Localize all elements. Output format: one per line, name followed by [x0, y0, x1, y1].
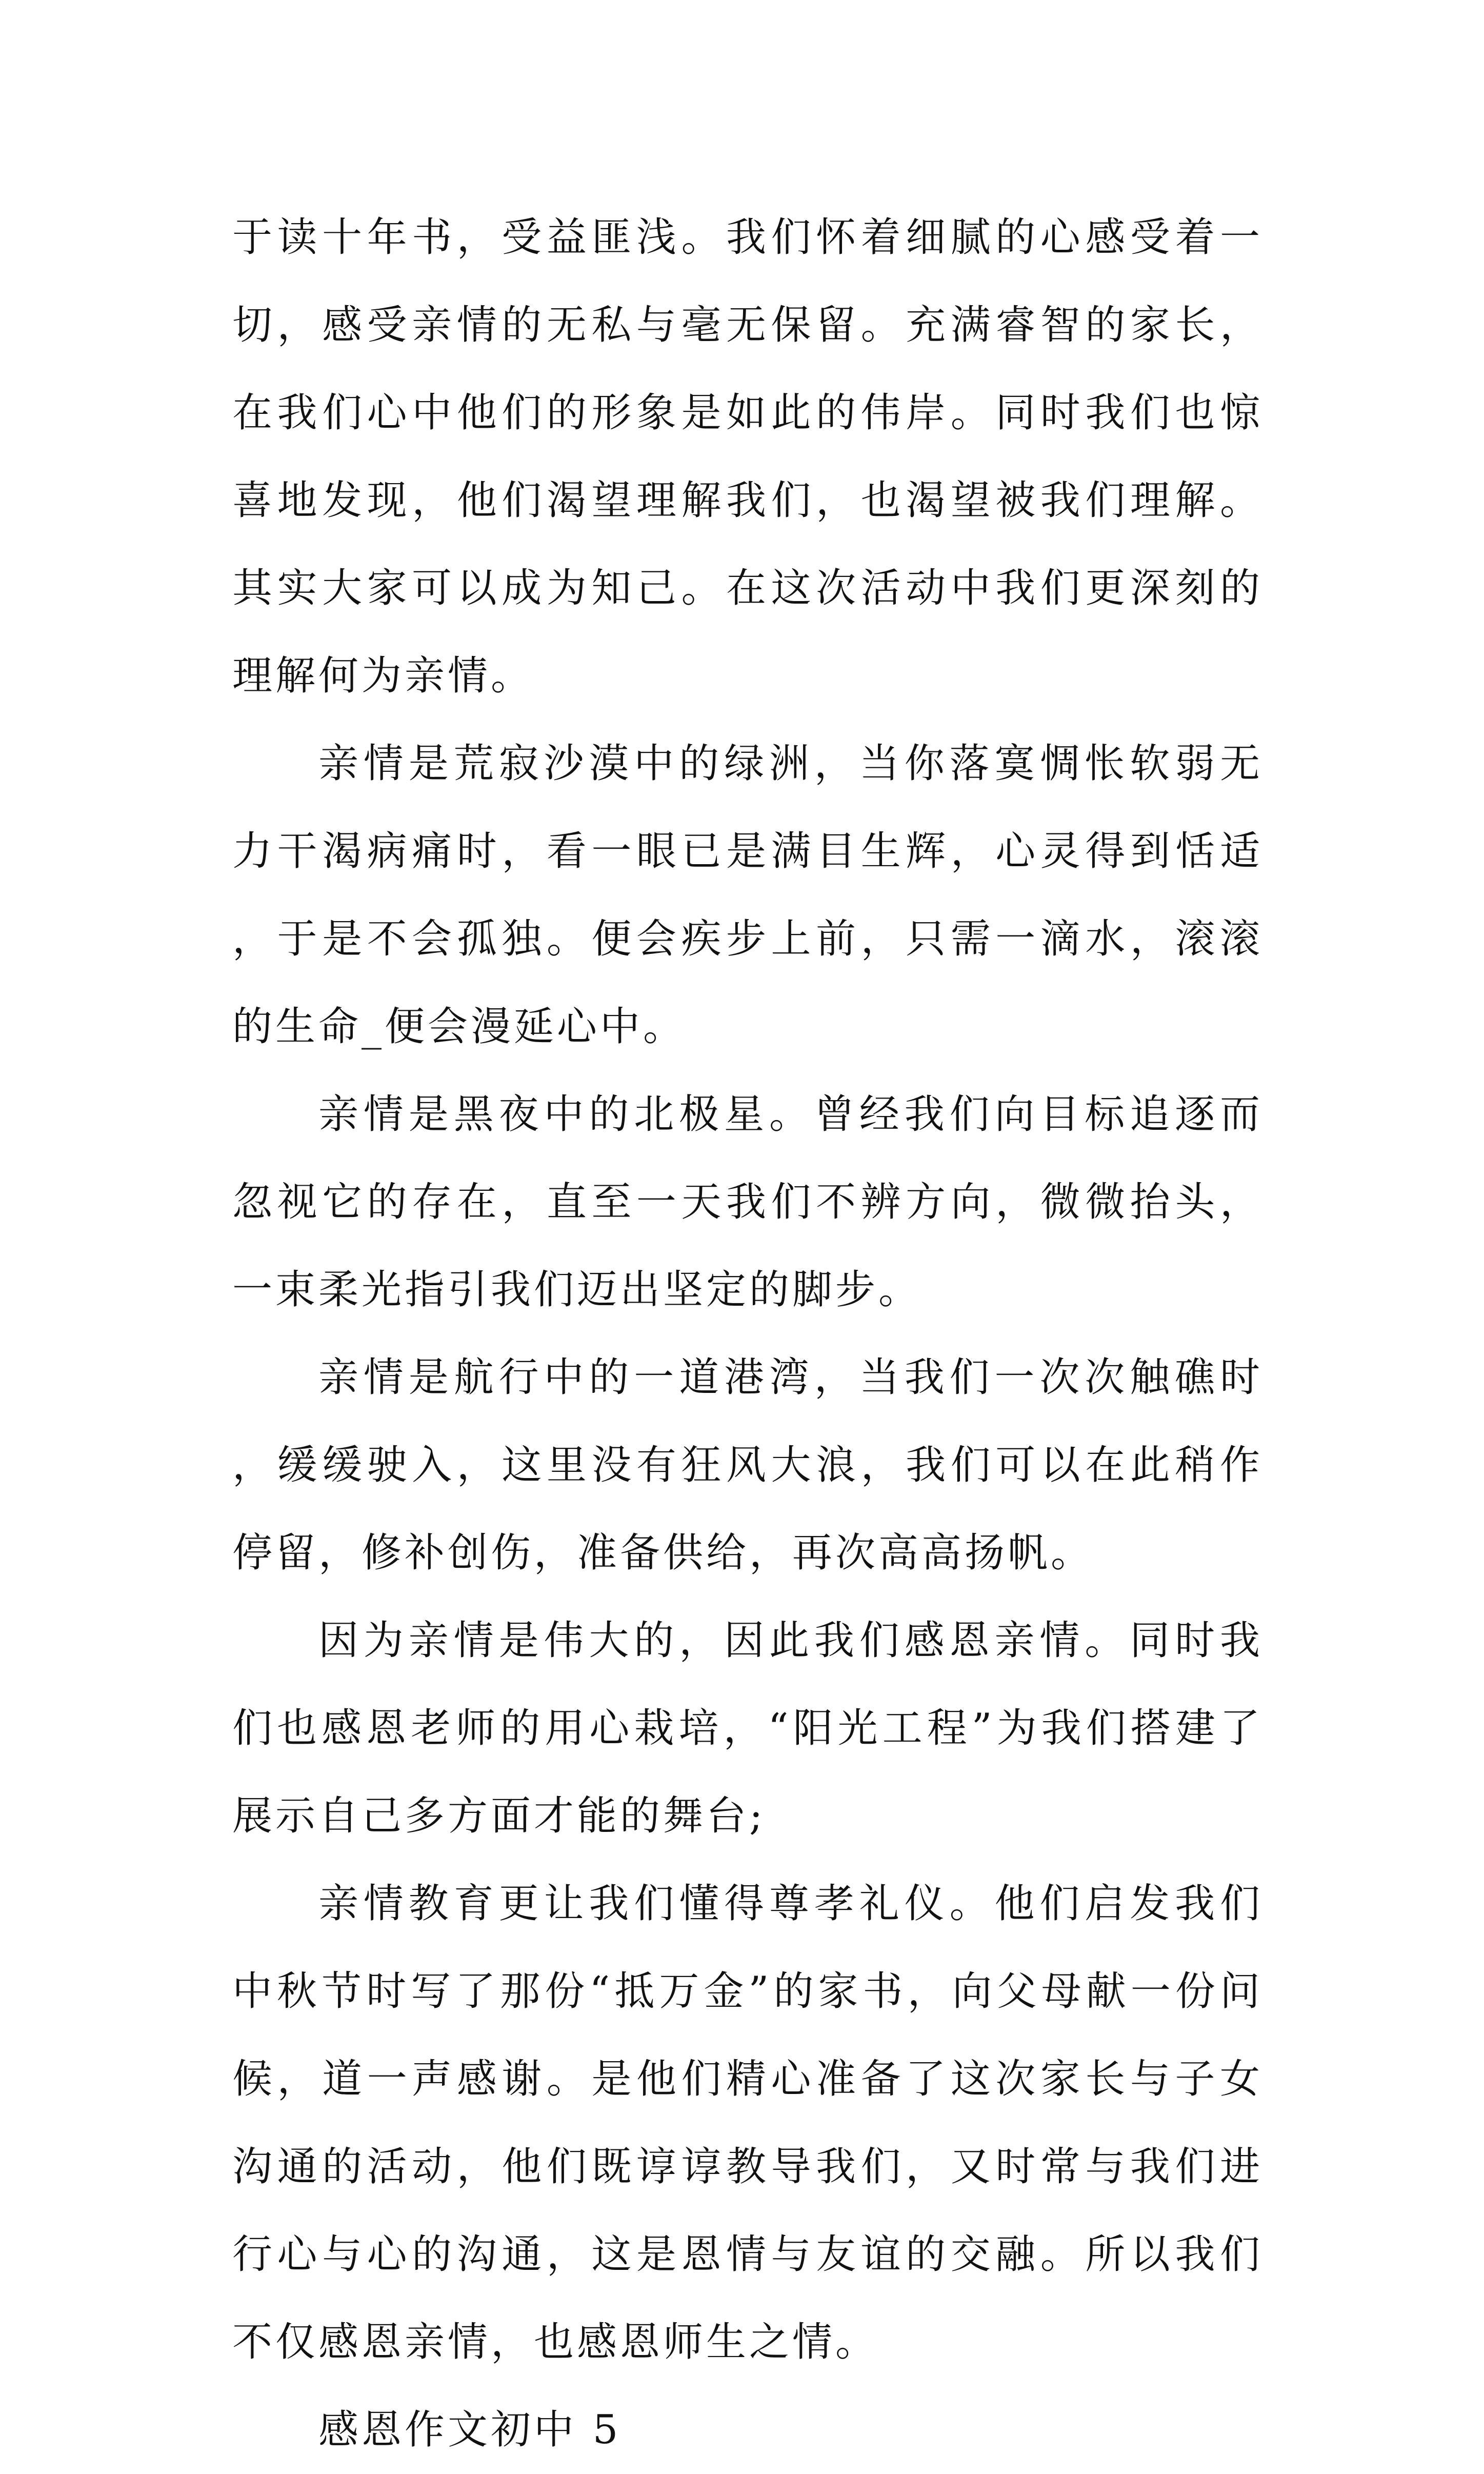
document-body [232, 194, 1263, 2474]
paragraph: 因为亲情是伟大的，因此我们感恩亲情。同时我们也感恩老师的用心栽培，“阳光工程”为我们搭建了展示自己多方面才能的舞台; [232, 1618, 1263, 1839]
section-heading: 感恩作文初中 5 [318, 2407, 621, 2453]
paragraph: 亲情是黑夜中的北极星。曾经我们向目标追逐而忽视它的存在，直至一天我们不辨方向，微微抬头，一束柔光指引我们迈出坚定的脚步。 [232, 1091, 1263, 1313]
paragraph: 亲情是荒寂沙漠中的绿洲，当你落寞惆怅软弱无力干渴病痛时，看一眼已是满目生辉，心灵得到恬适，于是不会孤独。便会疾步上前，只需一滴水，滚滚的生命_便会漫延心中。 [232, 741, 1263, 1050]
paragraph: 于读十年书，受益匪浅。我们怀着细腻的心感受着一切，感受亲情的无私与毫无保留。充满睿智的家长，在我们心中他们的形象是如此的伟岸。同时我们也惊喜地发现，他们渴望理解我们，也渴望被我们理解。其实大家可以成为知己。在这次活动中我们更深刻的理解何为亲情。 [232, 214, 1263, 699]
paragraph: 亲情是航行中的一道港湾，当我们一次次触礁时，缓缓驶入，这里没有狂风大浪，我们可以在此稍作停留，修补创伤，准备供给，再次高高扬帆。 [232, 1354, 1263, 1576]
paragraph: 亲情教育更让我们懂得尊孝礼仪。他们启发我们中秋节时写了那份“抵万金”的家书，向父母献一份问候，道一声感谢。是他们精心准备了这次家长与子女沟通的活动，他们既谆谆教导我们，又时常与我们进行心与心的沟通，这是恩情与友谊的交融。所以我们不仅感恩亲情，也感恩师生之情。 [232, 1881, 1263, 2365]
